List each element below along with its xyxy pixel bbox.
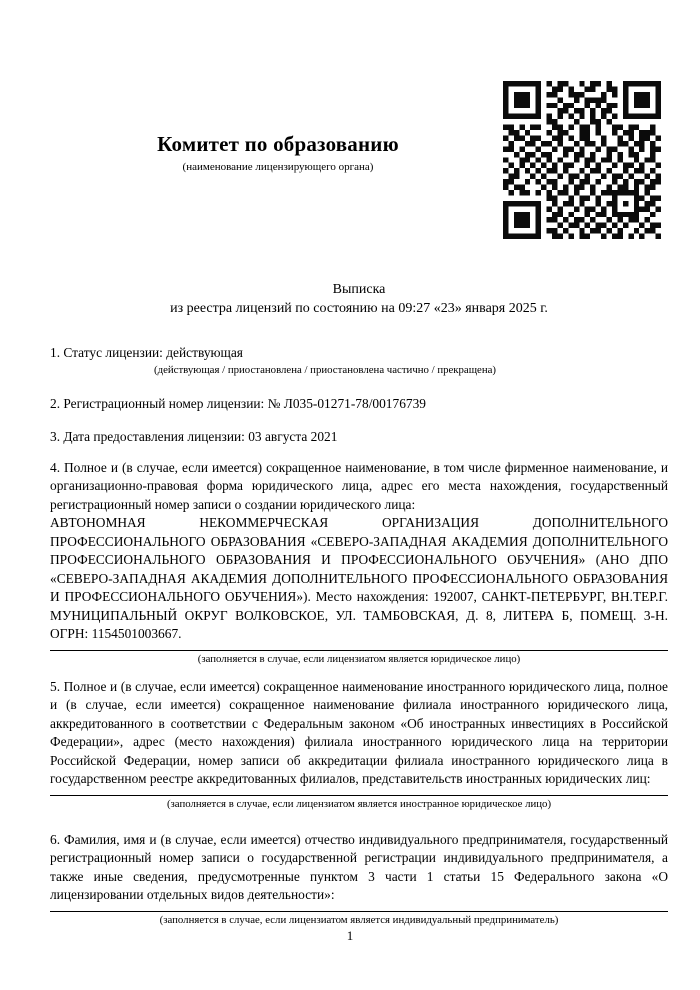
issuing-authority-name: Комитет по образованию: [157, 132, 399, 156]
issuing-authority-header: [50, 0, 506, 174]
item-legal-entity-caption: (заполняется в случае, если лицензиатом является юридическое лицо): [197, 652, 521, 665]
item-legal-entity-label: 4. Полное и (в случае, если имеется) сокращенное наименование, в том числе фирменное наименование, и организационно-правовая форма юридического лица, адрес его места нахождения, государственный регистрационный номер записи о создании юридического лица:: [50, 459, 668, 512]
item-foreign-entity-caption: (заполняется в случае, если лицензиатом является иностранное юридическое лицо): [166, 797, 552, 810]
qr-code: [503, 81, 661, 239]
document-title-line2: из реестра лицензий по состоянию на 09:27 «23» января 2025 г.: [170, 301, 548, 316]
field-rule-foreign-entity: [50, 795, 668, 796]
field-rule-individual-entrepreneur: [50, 911, 668, 912]
page-number: 1: [346, 928, 354, 943]
item-registration-number: 2. Регистрационный номер лицензии: № Л035-01271-78/00176739: [50, 395, 426, 411]
document-title-line1: Выписка: [332, 282, 386, 297]
field-rule-legal-entity: [50, 650, 668, 651]
item-foreign-entity-label: 5. Полное и (в случае, если имеется) сокращенное наименование иностранного юридического лица, полное и (в случае, если имеется) сокращенное наименование филиала иностранного юридического лица, аккредитованного в соответствии с Федеральным законом «Об иностранных инвестициях в Российской Федерации», адрес (место нахождения) филиала иностранного юридического лица на территории Российской Федерации, номер записи об аккредитации филиала иностранного юридического лица в государственном реестре аккредитованных филиалов, представительств иностранных юридических лиц:: [50, 678, 668, 786]
item-legal-entity-value: АВТОНОМНАЯ НЕКОММЕРЧЕСКАЯ ОРГАНИЗАЦИЯ ДОПОЛНИТЕЛЬНОГО ПРОФЕССИОНАЛЬНОГО ОБРАЗОВАНИЯ «СЕВЕРО-ЗАПАДНАЯ АКАДЕМИЯ ДОПОЛНИТЕЛЬНОГО ПРОФЕССИОНАЛЬНОГО ОБРАЗОВАНИЯ И ПРОФЕССИОНАЛЬНОГО ОБУЧЕНИЯ» (АНО ДПО «СЕВЕРО-ЗАПАДНАЯ АКАДЕМИЯ ДОПОЛНИТЕЛЬНОГО ПРОФЕССИОНАЛЬНОГО ОБРАЗОВАНИЯ И ПРОФЕССИОНАЛЬНОГО ОБУЧЕНИЯ»). Место нахождения: 192007, САНКТ-ПЕТЕРБУРГ, ВН.ТЕР.Г. МУНИЦИПАЛЬНЫЙ ОКРУГ ВОЛКОВСКОЕ, УЛ. ТАМБОВСКАЯ, Д. 8, ЛИТЕРА Б, ПОМЕЩ. 3-Н. ОГРН: 1154501003667.: [50, 515, 668, 641]
item-license-status-caption: (действующая / приостановлена / приостановлена частично / прекращена): [154, 363, 496, 376]
item-foreign-entity: [50, 678, 668, 811]
issuing-authority-caption: (наименование лицензирующего органа): [182, 161, 374, 173]
item-individual-entrepreneur-label: 6. Фамилия, имя и (в случае, если имеется) отчество индивидуального предпринимателя, государственный регистрационный номер записи о государственной регистрации индивидуального предпринимателя, а также иные сведения, предусмотренные пунктом 3 части 1 статьи 15 Федерального закона «О лицензировании отдельных видов деятельности»:: [50, 831, 668, 902]
item-individual-entrepreneur: [50, 831, 668, 927]
document-title: [50, 280, 668, 318]
license-details: [50, 344, 668, 927]
item-legal-entity: [50, 459, 668, 666]
item-individual-entrepreneur-caption: (заполняется в случае, если лицензиатом является индивидуальный предприниматель): [159, 913, 559, 926]
item-license-status: 1. Статус лицензии: действующая: [50, 345, 243, 360]
item-grant-date: 3. Дата предоставления лицензии: 03 августа 2021: [50, 429, 338, 444]
